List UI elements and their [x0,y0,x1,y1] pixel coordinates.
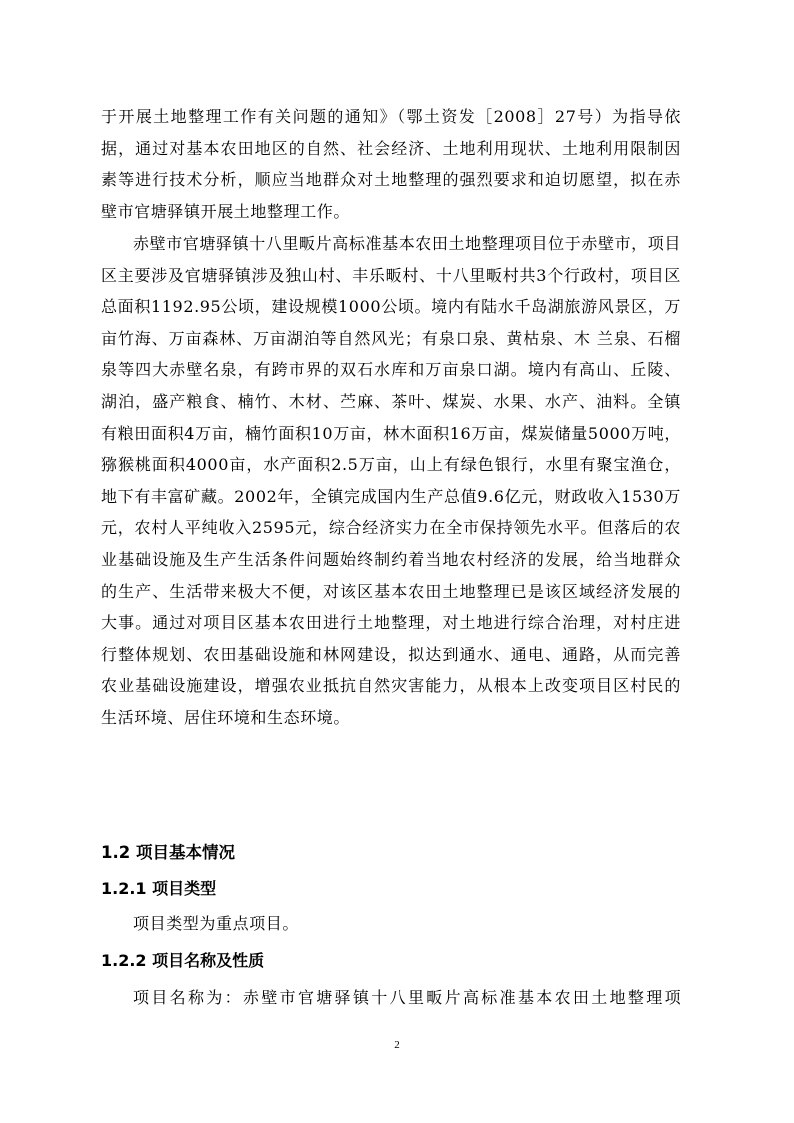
body-paragraph-continuation: 于开展土地整理工作有关问题的通知》（鄂土资发［2008］27号）为指导依据，通过对基本农田地区的自然、社会经济、土地利用现状、土地利用限制因素等进行技术分析，顺应当地群众对土地整理的强烈要求和迫切愿望，拟在赤壁市官塘驿镇开展土地整理工作。 [101,107,681,221]
body-paragraph-project-overview: 赤壁市官塘驿镇十八里畈片高标准基本农田土地整理项目位于赤壁市，项目区主要涉及官塘驿镇涉及独山村、丰乐畈村、十八里畈村共3个行政村，项目区总面积1192.95公顷，建设规模1000公顷。境内有陆水千岛湖旅游风景区，万亩竹海、万亩森林、万亩湖泊等自然风光；有泉口泉、黄枯泉、木 兰泉、石榴泉等四大赤壁名泉，有跨市界的双石水库和万亩泉口湖。境内有高山、丘陵、湖泊，盛产粮食、楠竹、木材、苎麻、茶叶、煤炭、水果、水产、油料。全镇有粮田面积4万亩，楠竹面积10万亩，林木面积16万亩，煤炭储量5000万吨，猕猴桃面积4000亩，水产面积2.5万亩，山上有绿色银行，水里有聚宝渔仓，地下有丰富矿藏。2002年，全镇完成国内生产总值9.6亿元，财政收入1530万元，农村人平纯收入2595元，综合经济实力在全市保持领先水平。但落后的农业基础设施及生产生活条件问题始终制约着当地农村经济的发展，给当地群众的生产、生活带来极大不便，对该区基本农田土地整理已是该区域经济发展的大事。通过对项目区基本农田进行土地整理，对土地进行综合治理，对村庄进行整体规划、农田基础设施和林网建设，拟达到通水、通电、通路，从而完善农业基础设施建设，增强农业抵抗自然灾害能力，从根本上改变项目区村民的生活环境、居住环境和生态环境。 [101,234,681,727]
project-name-text: 项目名称为：赤壁市官塘驿镇十八里畈片高标准基本农田土地整理项 [133,988,681,1007]
page-number: 2 [394,1039,400,1051]
subsection-heading-1-2-1: 1.2.1 项目类型 [101,879,217,898]
section-heading-1-2: 1.2 项目基本情况 [101,843,235,862]
project-type-text: 项目类型为重点项目。 [133,914,300,933]
subsection-heading-1-2-2: 1.2.2 项目名称及性质 [101,951,265,970]
